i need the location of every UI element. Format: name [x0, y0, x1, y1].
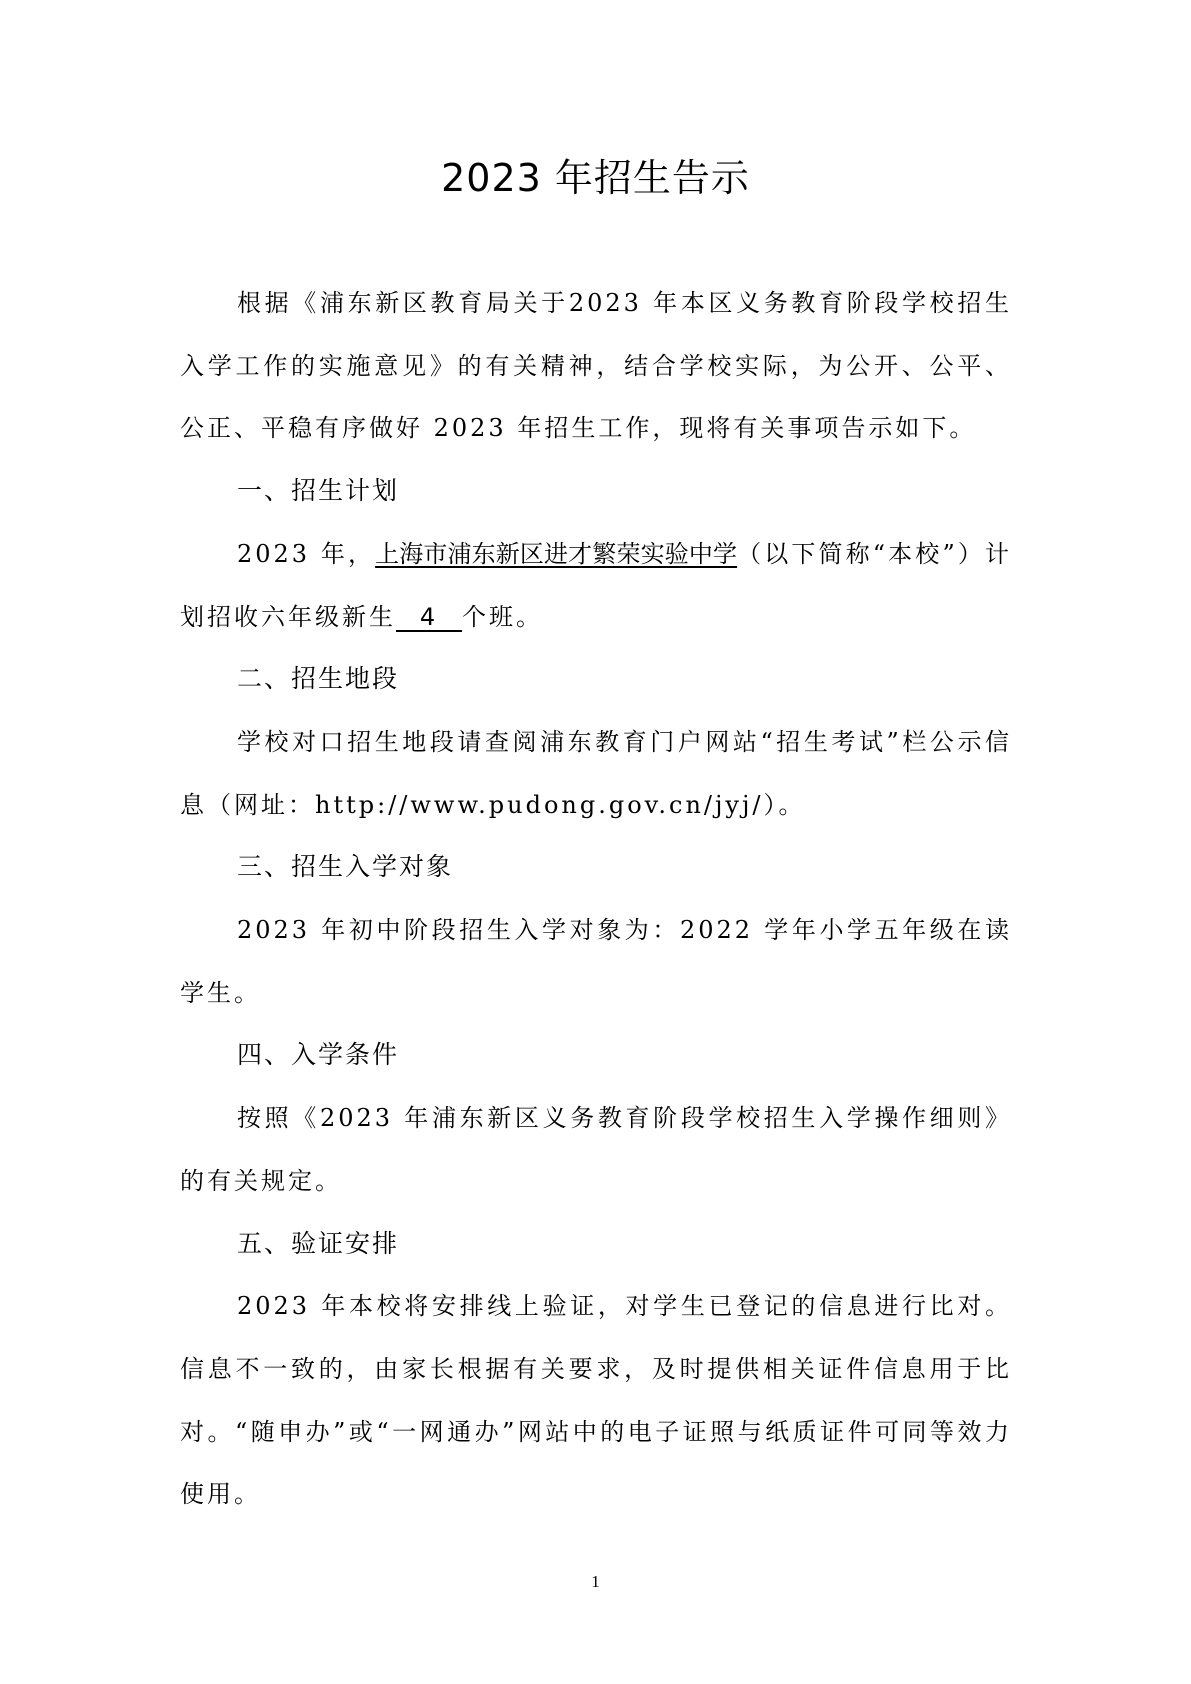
plan-text-middle: （以下简称“本校”）计划招收六年级新生 — [180, 539, 1012, 631]
target-paragraph: 2023 年初中阶段招生入学对象为：2022 学年小学五年级在读学生。 — [180, 916, 1012, 1007]
document-body — [180, 272, 1012, 1526]
verification-paragraph: 2023 年本校将安排线上验证，对学生已登记的信息进行比对。信息不一致的，由家长根据有关要求，及时提供相关证件信息用于比对。“随申办”或“一网通办”网站中的电子证照与纸质证件可同等效力使用。 — [180, 1292, 1012, 1509]
section-heading-plan: 一、招生计划 — [237, 476, 400, 506]
section-heading-verification: 五、验证安排 — [237, 1228, 400, 1258]
school-name: 上海市浦东新区进才繁荣实验中学 — [375, 539, 738, 568]
class-count-field: 4 — [396, 604, 462, 632]
plan-text-prefix: 2023 年， — [237, 539, 376, 568]
conditions-paragraph: 按照《2023 年浦东新区义务教育阶段学校招生入学操作细则》的有关规定。 — [180, 1104, 1012, 1195]
document-title: 2023 年招生告示 — [441, 156, 750, 200]
intro-paragraph: 根据《浦东新区教育局关于2023 年本区义务教育阶段学校招生入学工作的实施意见》的有关精神，结合学校实际，为公开、公平、公正、平稳有序做好 2023 年招生工作，现将有关事项告示如下。 — [180, 289, 1012, 443]
plan-text-suffix: 个班。 — [462, 602, 543, 631]
section-heading-district: 二、招生地段 — [237, 664, 400, 694]
district-paragraph: 学校对口招生地段请查阅浦东教育门户网站“招生考试”栏公示信息（网址：http://www.pudong.gov.cn/jyj/）。 — [180, 727, 1012, 819]
section-heading-conditions: 四、入学条件 — [237, 1040, 400, 1070]
plan-paragraph — [180, 523, 1012, 648]
section-heading-target: 三、招生入学对象 — [237, 852, 454, 882]
page-number: 1 — [591, 1572, 600, 1591]
